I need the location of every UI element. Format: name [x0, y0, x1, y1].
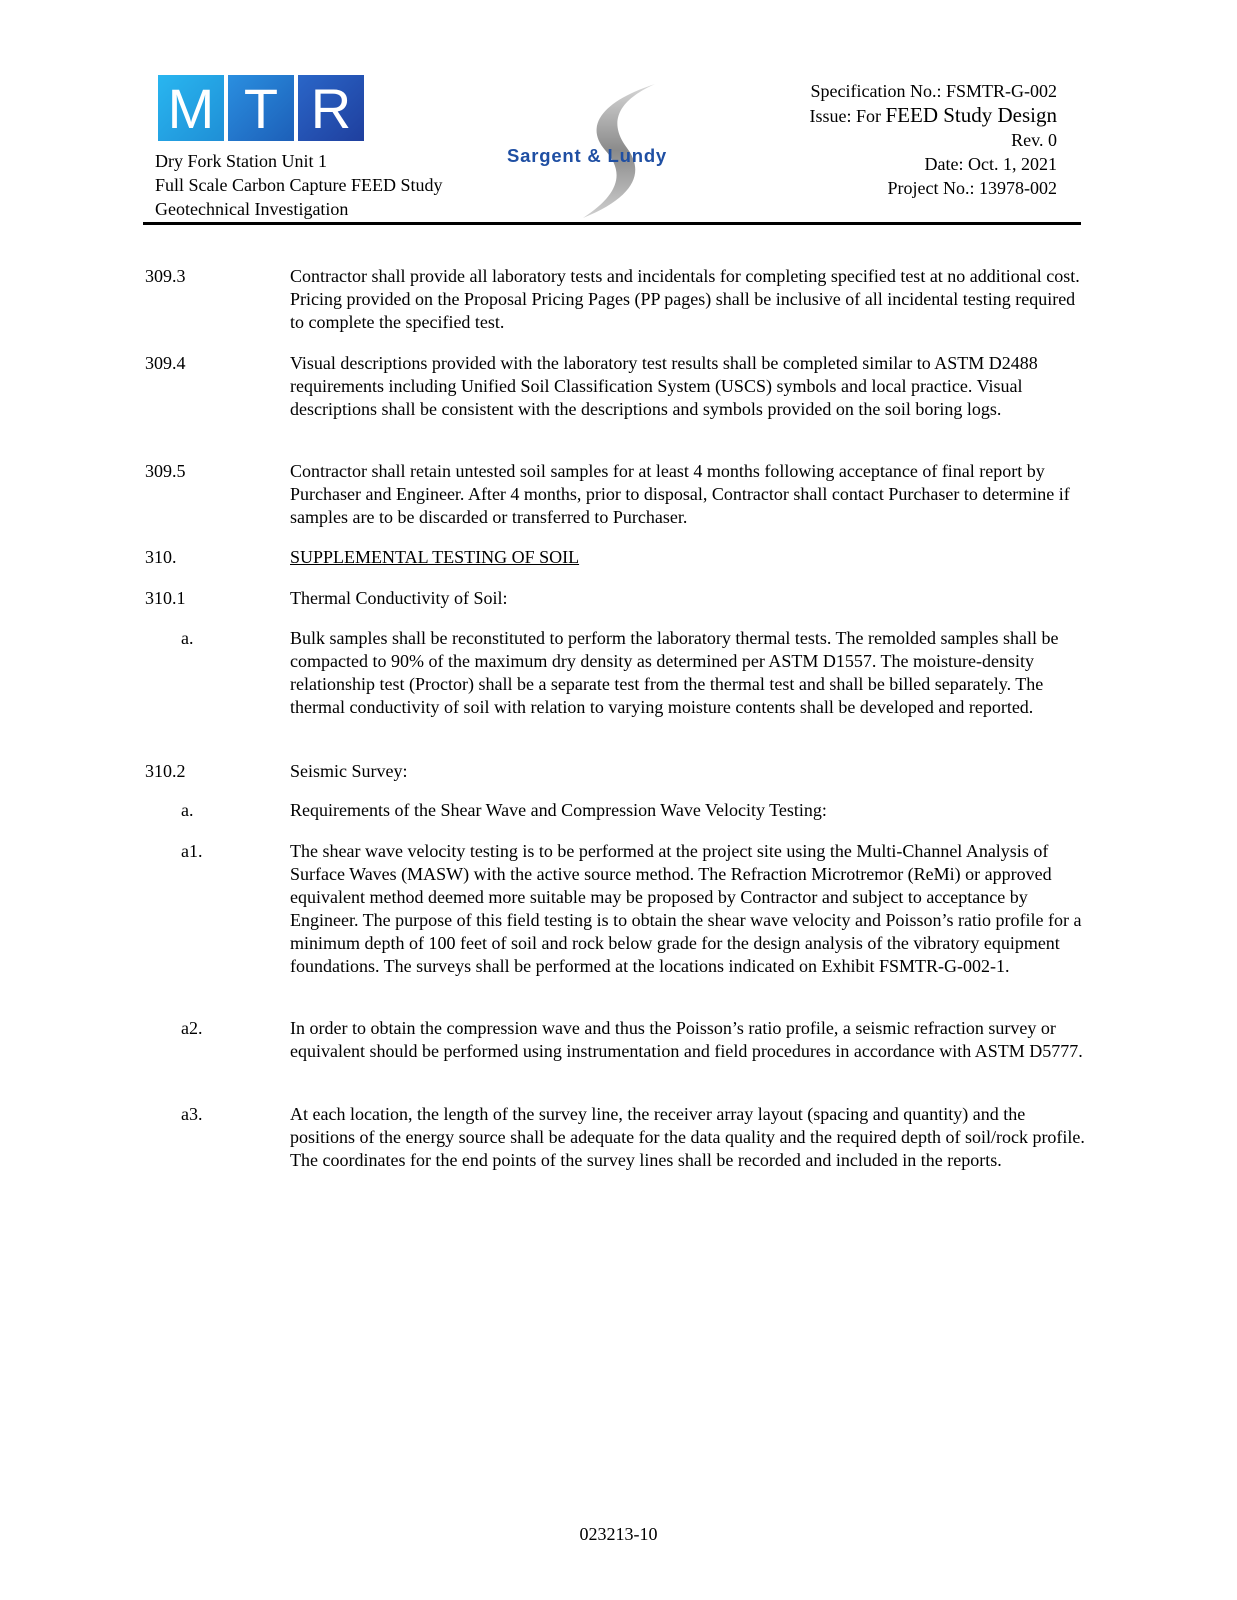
item-text: At each location, the length of the survey line, the receiver array layout (spacing and quantity) and the positions of the energy source shall be adequate for the data quality and the required depth of soil/rock profile. The coordinates for the end points of the survey lines shall be recorded and included in the reports.	[290, 1104, 1085, 1170]
project-line: Dry Fork Station Unit 1	[155, 151, 328, 171]
project-number: Project No.: 13978-002	[887, 178, 1057, 198]
item-label: a3.	[181, 1104, 203, 1124]
revision: Rev. 0	[1011, 130, 1057, 150]
spec-number: Specification No.: FSMTR-G-002	[810, 81, 1057, 101]
section-text: Contractor shall provide all laboratory tests and incidentals for completing specified test at no additional cost. Pricing provided on the Proposal Pricing Pages (PP pages) shall be inclusive of all incidental testing required to complete the specified test.	[290, 266, 1080, 332]
issue-line	[809, 103, 1057, 128]
item-label: a2.	[181, 1018, 203, 1038]
spec-info	[809, 79, 1057, 200]
section-number: 309.4	[145, 353, 186, 373]
section-text: Thermal Conductivity of Soil:	[290, 588, 508, 608]
issue-emphasis: FEED Study Design	[885, 103, 1057, 127]
section-number: 309.5	[145, 461, 186, 481]
page-number: 023213-10	[579, 1524, 658, 1544]
project-line: Geotechnical Investigation	[155, 199, 349, 219]
item-text: Requirements of the Shear Wave and Compression Wave Velocity Testing:	[290, 800, 827, 820]
mtr-logo-letter: M	[158, 75, 224, 141]
item-text: Bulk samples shall be reconstituted to perform the laboratory thermal tests. The remolded samples shall be compacted to 90% of the maximum dry density as determined per ASTM D1557. The moisture-density relationship test (Proctor) shall be a separate test from the thermal test and shall be billed separately. The thermal conductivity of soil with relation to varying moisture contents shall be developed and reported.	[290, 628, 1059, 717]
section-number: 309.3	[145, 266, 186, 286]
section-text: Contractor shall retain untested soil samples for at least 4 months following acceptance of final report by Purchaser and Engineer. After 4 months, prior to disposal, Contractor shall contact Purchaser to determine if samples are to be discarded or transferred to Purchaser.	[290, 461, 1070, 527]
section-number: 310.1	[145, 588, 186, 608]
sargent-lundy-logo-text: Sargent & Lundy	[507, 145, 668, 166]
item-text: The shear wave velocity testing is to be performed at the project site using the Multi-Channel Analysis of Surface Waves (MASW) with the active source method. The Refraction Microtremor (ReMi) or approved equivalent method deemed more suitable may be proposed by Contractor and subject to acceptance by Engineer. The purpose of this field testing is to obtain the shear wave velocity and Poisson’s ratio profile for a minimum depth of 100 feet of soil and rock below grade for the design analysis of the vibratory equipment foundations. The surveys shall be performed at the locations indicated on Exhibit FSMTR-G-002-1.	[290, 841, 1082, 976]
header-divider	[143, 222, 1081, 225]
mtr-logo	[158, 75, 368, 141]
item-label: a1.	[181, 841, 203, 861]
item-label: a.	[181, 800, 194, 820]
mtr-logo-letter: T	[228, 75, 294, 141]
project-line: Full Scale Carbon Capture FEED Study	[155, 175, 443, 195]
project-info	[155, 149, 442, 221]
section-number: 310.	[145, 547, 177, 567]
date: Date: Oct. 1, 2021	[924, 154, 1057, 174]
item-text: In order to obtain the compression wave and thus the Poisson’s ratio profile, a seismic refraction survey or equivalent should be performed using instrumentation and field procedures in accordance with ASTM D5777.	[290, 1018, 1083, 1061]
issue-prefix: Issue: For	[809, 106, 886, 126]
mtr-logo-letter: R	[298, 75, 364, 141]
section-number: 310.2	[145, 761, 186, 781]
section-text: Seismic Survey:	[290, 761, 408, 781]
item-label: a.	[181, 628, 194, 648]
section-text: Visual descriptions provided with the laboratory test results shall be completed similar to ASTM D2488 requirements including Unified Soil Classification System (USCS) symbols and local practice. Visual descriptions shall be consistent with the descriptions and symbols provided on the soil boring logs.	[290, 353, 1038, 419]
section-heading: SUPPLEMENTAL TESTING OF SOIL	[290, 547, 580, 567]
